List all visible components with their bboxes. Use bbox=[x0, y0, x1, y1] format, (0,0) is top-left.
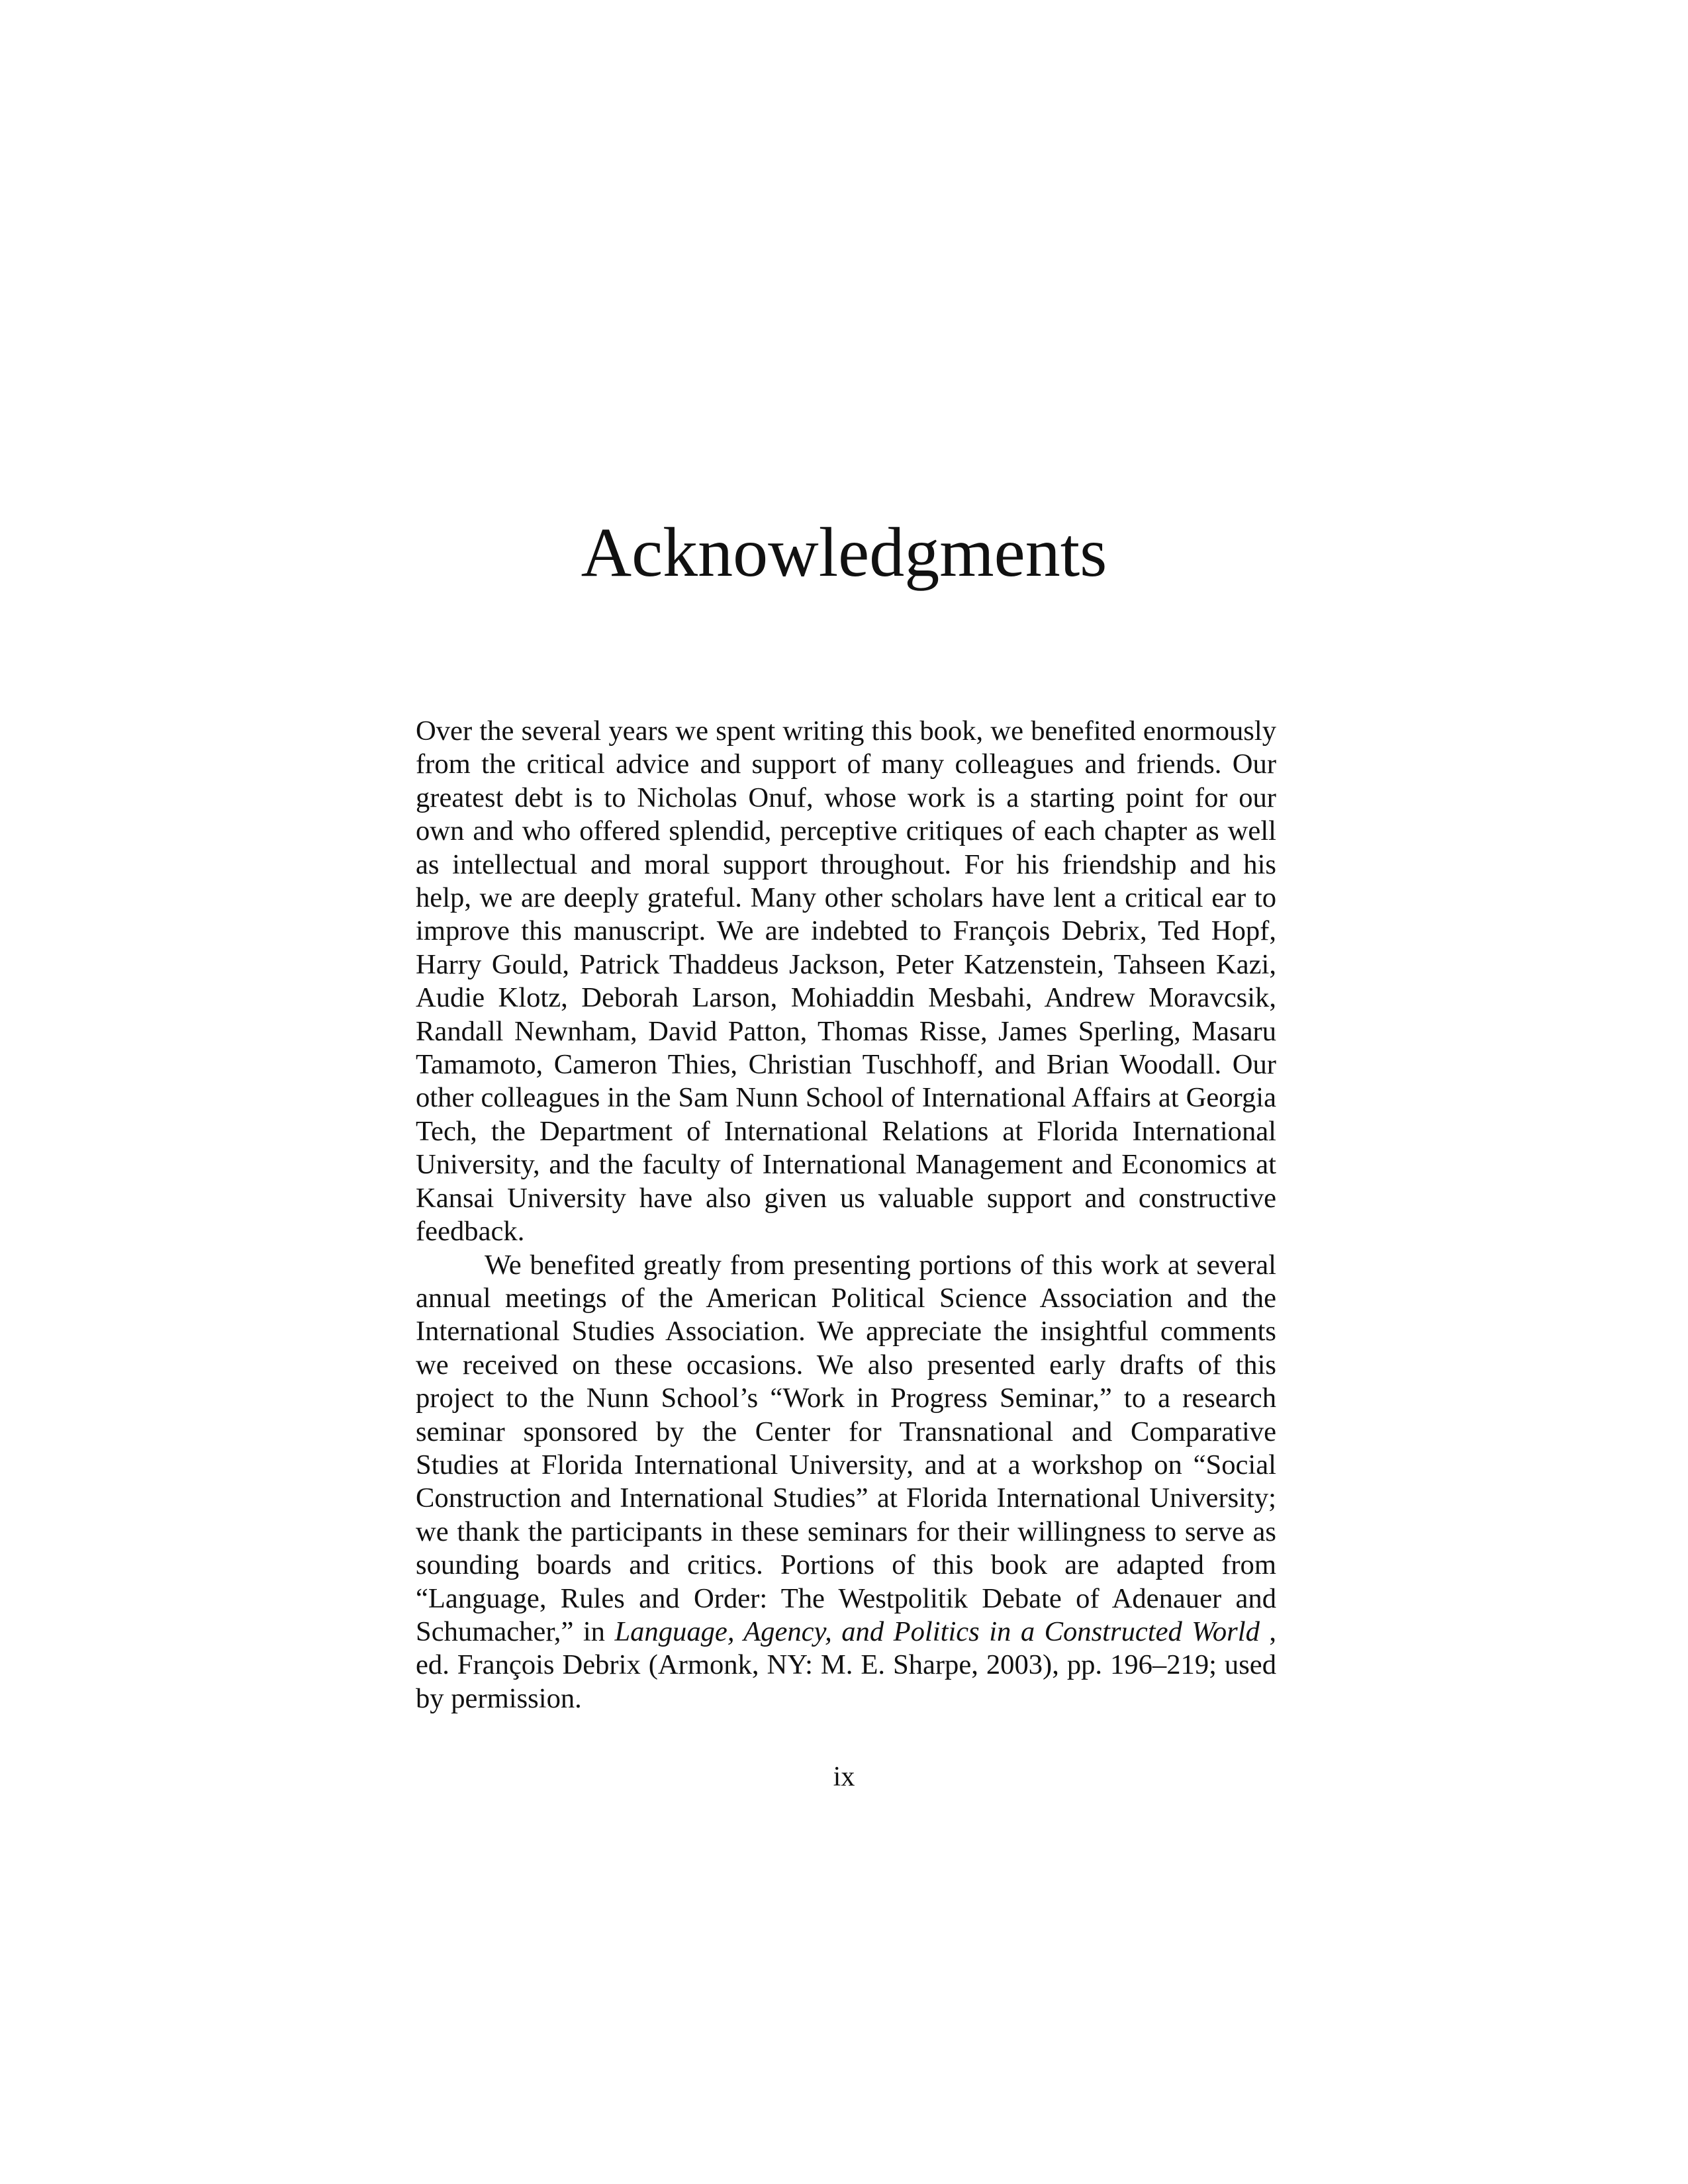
paragraph-2 bbox=[416, 1249, 1276, 1716]
page-number: ix bbox=[833, 1762, 855, 1792]
acknowledgments-body bbox=[416, 715, 1276, 1715]
paragraph-1: Over the several years we spent writing this book, we benefited enormously from the critical advice and support of many colleagues and friends. Our greatest debt is to Nicholas Onuf, whose work is a starting point for our own and who offered splendid, perceptive critiques of each chapter as well as intellectual and moral support throughout. For his friendship and his help, we are deeply grateful. Many other scholars have lent a critical ear to improve this manuscript. We are indebted to François Debrix, Ted Hopf, Harry Gould, Patrick Thaddeus Jackson, Peter Katzenstein, Tahseen Kazi, Audie Klotz, Deborah Larson, Mohiaddin Mesbahi, Andrew Moravcsik, Randall Newnham, David Patton, Thomas Risse, James Sperling, Masaru Tamamoto, Cameron Thies, Christian Tuschhoff, and Brian Woodall. Our other colleagues in the Sam Nunn School of International Affairs at Georgia Tech, the Department of International Relations at Florida International University, and the faculty of International Management and Economics at Kansai University have also given us valuable support and constructive feedback. bbox=[416, 715, 1276, 1248]
book-title-italic: Language, Agency, and Politics in a Constructed World bbox=[614, 1615, 1260, 1647]
page-title: Acknowledgments bbox=[581, 514, 1107, 591]
paragraph-2-text-start: We benefited greatly from presenting portions of this work at several annual meetings of the American Political Science Association and the International Studies Association. We appreciate the insightful comments we received on these occasions. We also presented early drafts of this project to the Nunn School’s “Work in Progress Seminar,” to a research seminar sponsored by the Center for Transnational and Comparative Studies at Florida International University, and at a workshop on “Social Construction and International Studies” at Florida International University; we thank the participants in these seminars for their willingness to serve as sounding boards and critics. Portions of this book are adapted from “Language, Rules and Order: The Westpolitik Debate of Adenauer and Schumacher,” in bbox=[416, 1249, 1276, 1647]
paragraph-2-text-end: , ed. François Debrix (Armonk, NY: M. E. Sharpe, 2003), pp. 196–219; used by permission. bbox=[416, 1615, 1276, 1714]
